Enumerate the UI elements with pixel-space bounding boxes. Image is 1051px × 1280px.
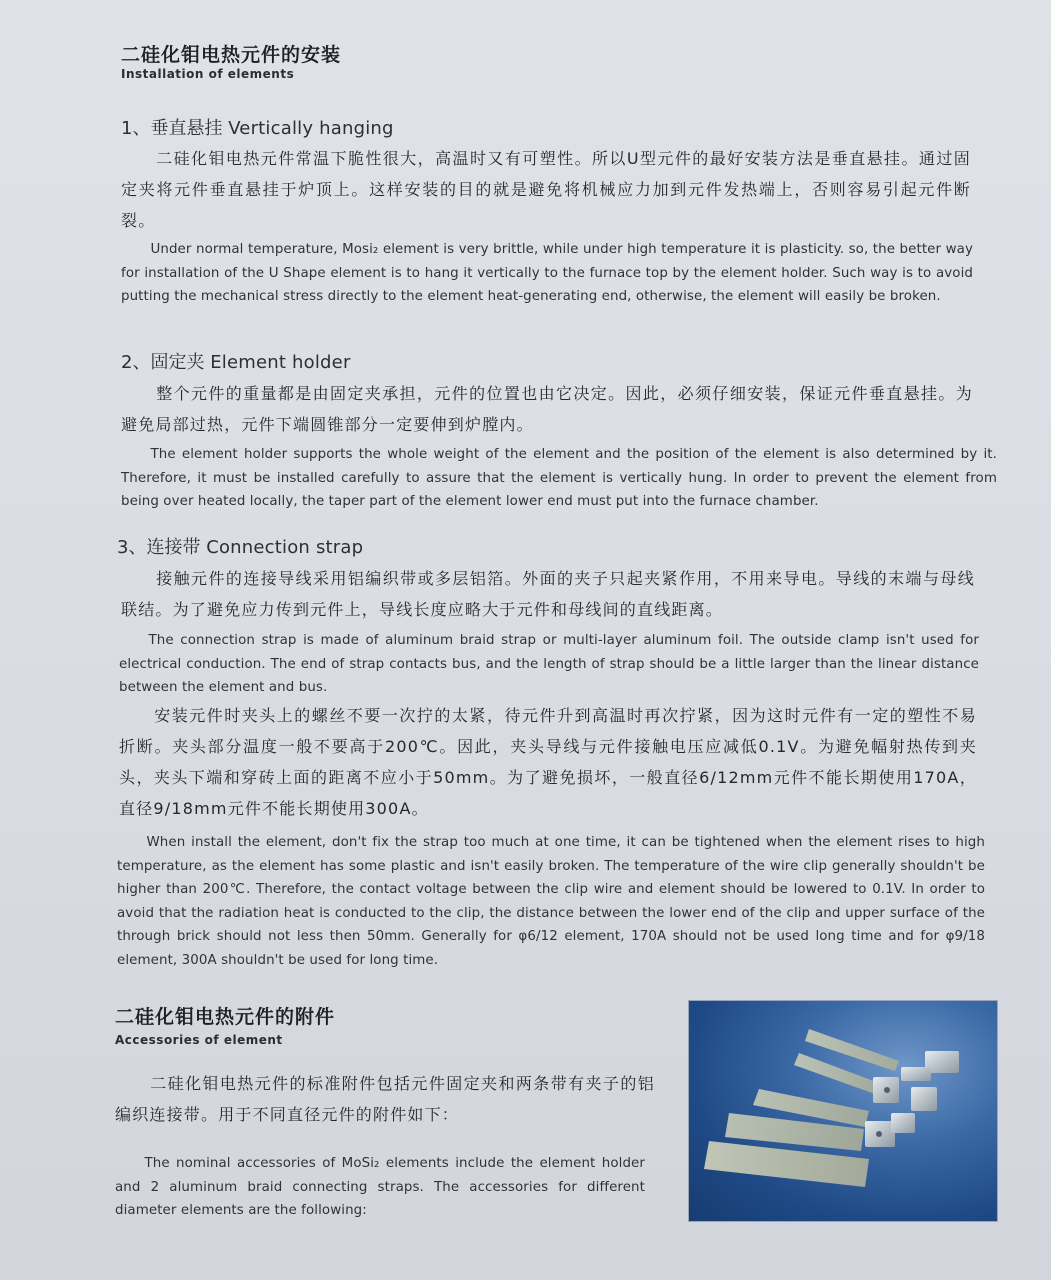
section-3-heading-en: Connection strap [206, 537, 364, 558]
section-1-heading-num: 1、垂直悬挂 [121, 118, 223, 139]
section-1-heading [121, 114, 394, 140]
installation-title: 二硅化钼电热元件的安装 [121, 44, 342, 66]
accessories-photo [688, 1000, 998, 1222]
section-3-zh: 接触元件的连接导线采用铝编织带或多层铝箔。外面的夹子只起夹紧作用，不用来导电。导线的末端与母线联结。为了避免应力传到元件上，导线长度应略大于元件和母线间的直线距离。 [121, 569, 975, 619]
accessories-title-en: Accessories of element [115, 1033, 283, 1047]
clamp-2 [901, 1067, 931, 1081]
section-3-zh-2: 安装元件时夹头上的螺丝不要一次拧的太紧，待元件升到高温时再次拧紧，因为这时元件有一定的塑性不易折断。夹头部分温度一般不要高于200℃。因此，夹头导线与元件接触电压应减低0.1V。为避免幅射热传到夹头，夹头下端和穿砖上面的距离不应小于50mm。为了避免损坏，一般直径6/12mm元件不能长期使用170A，直径9/18mm元件不能长期使用300A。 [119, 706, 977, 818]
section-1-heading-en: Vertically hanging [228, 118, 394, 139]
accessories-photo-illustration [689, 1001, 997, 1221]
accessories-title: 二硅化钼电热元件的附件 [115, 1006, 336, 1028]
section-1-zh: 二硅化钼电热元件常温下脆性很大，高温时又有可塑性。所以U型元件的最好安装方法是垂直悬挂。通过固定夹将元件垂直悬挂于炉顶上。这样安装的目的就是避免将机械应力加到元件发热端上，否则容易引起元件断裂。 [121, 149, 971, 230]
section-2-zh: 整个元件的重量都是由固定夹承担，元件的位置也由它决定。因此，必须仔细安装，保证元件垂直悬挂。为避免局部过热，元件下端圆锥部分一定要伸到炉膛内。 [121, 384, 973, 434]
clamp-6 [891, 1113, 915, 1133]
section-3-heading [117, 533, 363, 559]
section-3-heading-num: 3、连接带 [117, 537, 201, 558]
clamp-4 [911, 1087, 937, 1111]
section-2-heading [121, 348, 351, 374]
section-2-en: The element holder supports the whole weight of the element and the position of the element is also determined by it. Therefore, it must be installed carefully to assure that the element is vertically hung. In order to prevent the element from being over heated locally, the taper part of the element lower end must put into the furnace chamber. [121, 447, 997, 509]
accessories-zh: 二硅化钼电热元件的标准附件包括元件固定夹和两条带有夹子的铝编织连接带。用于不同直径元件的附件如下： [115, 1074, 655, 1124]
section-3-en: The connection strap is made of aluminum braid strap or multi-layer aluminum foil. The outside clamp isn't used for electrical conduction. The end of strap contacts bus, and the length of strap should be a little larger than the linear distance between the element and bus. [119, 633, 979, 695]
section-3-en-2: When install the element, don't fix the strap too much at one time, it can be tightened when the element rises to high temperature, as the element has some plastic and isn't easily broken. The temperature of the wire clip generally shouldn't be higher than 200℃. Therefore, the contact voltage between the clip wire and element should be lowered to 0.1V. In order to avoid that the radiation heat is conducted to the clip, the distance between the lower end of the clip and upper surface of the through brick should not less then 50mm. Generally for φ6/12 element, 170A should not be used long time and for φ9/18 element, 300A shouldn't be used for long time. [117, 835, 985, 968]
installation-title-en: Installation of elements [121, 67, 295, 81]
section-2-heading-en: Element holder [210, 352, 351, 373]
section-2-heading-num: 2、固定夹 [121, 352, 205, 373]
accessories-en: The nominal accessories of MoSi₂ elements include the element holder and 2 aluminum braid connecting straps. The accessories for different diameter elements are the following: [115, 1156, 645, 1218]
section-1-en: Under normal temperature, Mosi₂ element is very brittle, while under high temperature it is plasticity. so, the better way for installation of the U Shape element is to hang it vertically to the furnace top by the element holder. Such way is to avoid putting the mechanical stress directly to the element heat-generating end, otherwise, the element will easily be broken. [121, 242, 973, 304]
